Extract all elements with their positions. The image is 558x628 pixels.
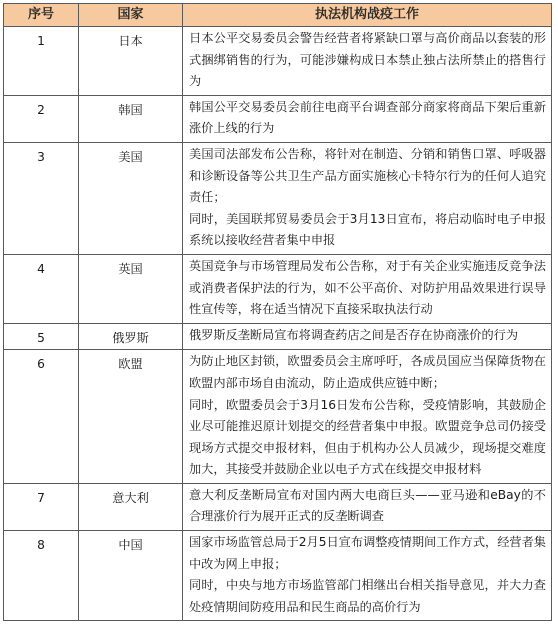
row-country: 俄罗斯 <box>79 323 183 350</box>
table-header <box>4 4 552 27</box>
row-country: 日本 <box>79 27 183 96</box>
table-row <box>4 95 552 142</box>
row-work <box>183 531 552 621</box>
work-paragraph: 韩国公平交易委员会前往电商平台调查部分商家将商品下架后重新涨价上线的行为 <box>189 99 546 136</box>
row-country: 韩国 <box>79 95 183 142</box>
work-paragraph: 英国竞争与市场管理局发布公告称，对于有关企业实施违反竞争法或消费者保护法的行为，如不公平高价、对防护用品效果进行误导性宣传等，将在适当情况下直接采取执法行动 <box>189 258 546 317</box>
work-paragraph: 日本公平交易委员会警告经营者将紧缺口罩与高价商品以套装的形式捆绑销售的行为，可能涉嫌构成日本禁止独占法所禁止的搭售行为 <box>189 31 546 89</box>
header-row <box>4 4 552 27</box>
row-work <box>183 323 552 350</box>
row-index: 7 <box>4 483 79 530</box>
work-paragraph: 美国司法部发布公告称，将针对在制造、分销和销售口罩、呼吸器和诊断设备等公共卫生产品方面实施核心卡特尔行为的任何人追究责任； <box>189 146 546 205</box>
table-row <box>4 254 552 323</box>
table-row <box>4 350 552 484</box>
header-work: 执法机构战疫工作 <box>183 4 552 27</box>
work-paragraph: 意大利反垄断局宣布对国内两大电商巨头——亚马逊和eBay的不合理涨价行为展开正式的反垄断调查 <box>189 487 546 524</box>
row-index: 3 <box>4 142 79 254</box>
row-work <box>183 350 552 484</box>
row-work <box>183 483 552 530</box>
row-index: 6 <box>4 350 79 484</box>
row-index: 2 <box>4 95 79 142</box>
work-paragraph: 俄罗斯反垄断局宣布将调查药店之间是否存在协商涨价的行为 <box>189 327 519 342</box>
row-work <box>183 95 552 142</box>
work-paragraph: 同时，美国联邦贸易委员会于3月13日宣布，将启动临时电子申报系统以接收经营者集中申报 <box>189 211 546 248</box>
row-country: 意大利 <box>79 483 183 530</box>
table-row <box>4 142 552 254</box>
table-body <box>4 27 552 621</box>
row-work <box>183 254 552 323</box>
table-row <box>4 483 552 530</box>
row-index: 5 <box>4 323 79 350</box>
row-country: 欧盟 <box>79 350 183 484</box>
row-index: 1 <box>4 27 79 96</box>
work-paragraph: 国家市场监管总局于2月5日宣布调整疫情期间工作方式，经营者集中改为网上申报； <box>189 535 546 571</box>
header-index: 序号 <box>4 4 79 27</box>
antitrust-table <box>3 3 552 621</box>
row-work <box>183 142 552 254</box>
work-paragraph: 同时，中央与地方市场监管部门相继出台相关指导意见，并大力查处疫情期间防疫用品和民生商品的高价行为 <box>189 578 546 614</box>
row-work <box>183 27 552 96</box>
table-row <box>4 531 552 621</box>
row-index: 4 <box>4 254 79 323</box>
table-row <box>4 323 552 350</box>
row-country: 美国 <box>79 142 183 254</box>
header-country: 国家 <box>79 4 183 27</box>
row-index: 8 <box>4 531 79 621</box>
row-country: 中国 <box>79 531 183 621</box>
page <box>3 3 551 621</box>
work-paragraph: 同时，欧盟委员会于3月16日发布公告称，受疫情影响，其鼓励企业尽可能推迟原计划提交的经营者集中申报。欧盟竞争总司仍接受现场方式提交申报材料，但由于机构办公人员减少，现场提交难度加大，其接受并鼓励企业以电子方式在线提交申报材料 <box>189 397 546 477</box>
work-paragraph: 为防止地区封锁，欧盟委员会主席呼吁，各成员国应当保障货物在欧盟内部市场自由流动，防止造成供应链中断； <box>189 354 546 390</box>
row-country: 英国 <box>79 254 183 323</box>
table-row <box>4 27 552 96</box>
